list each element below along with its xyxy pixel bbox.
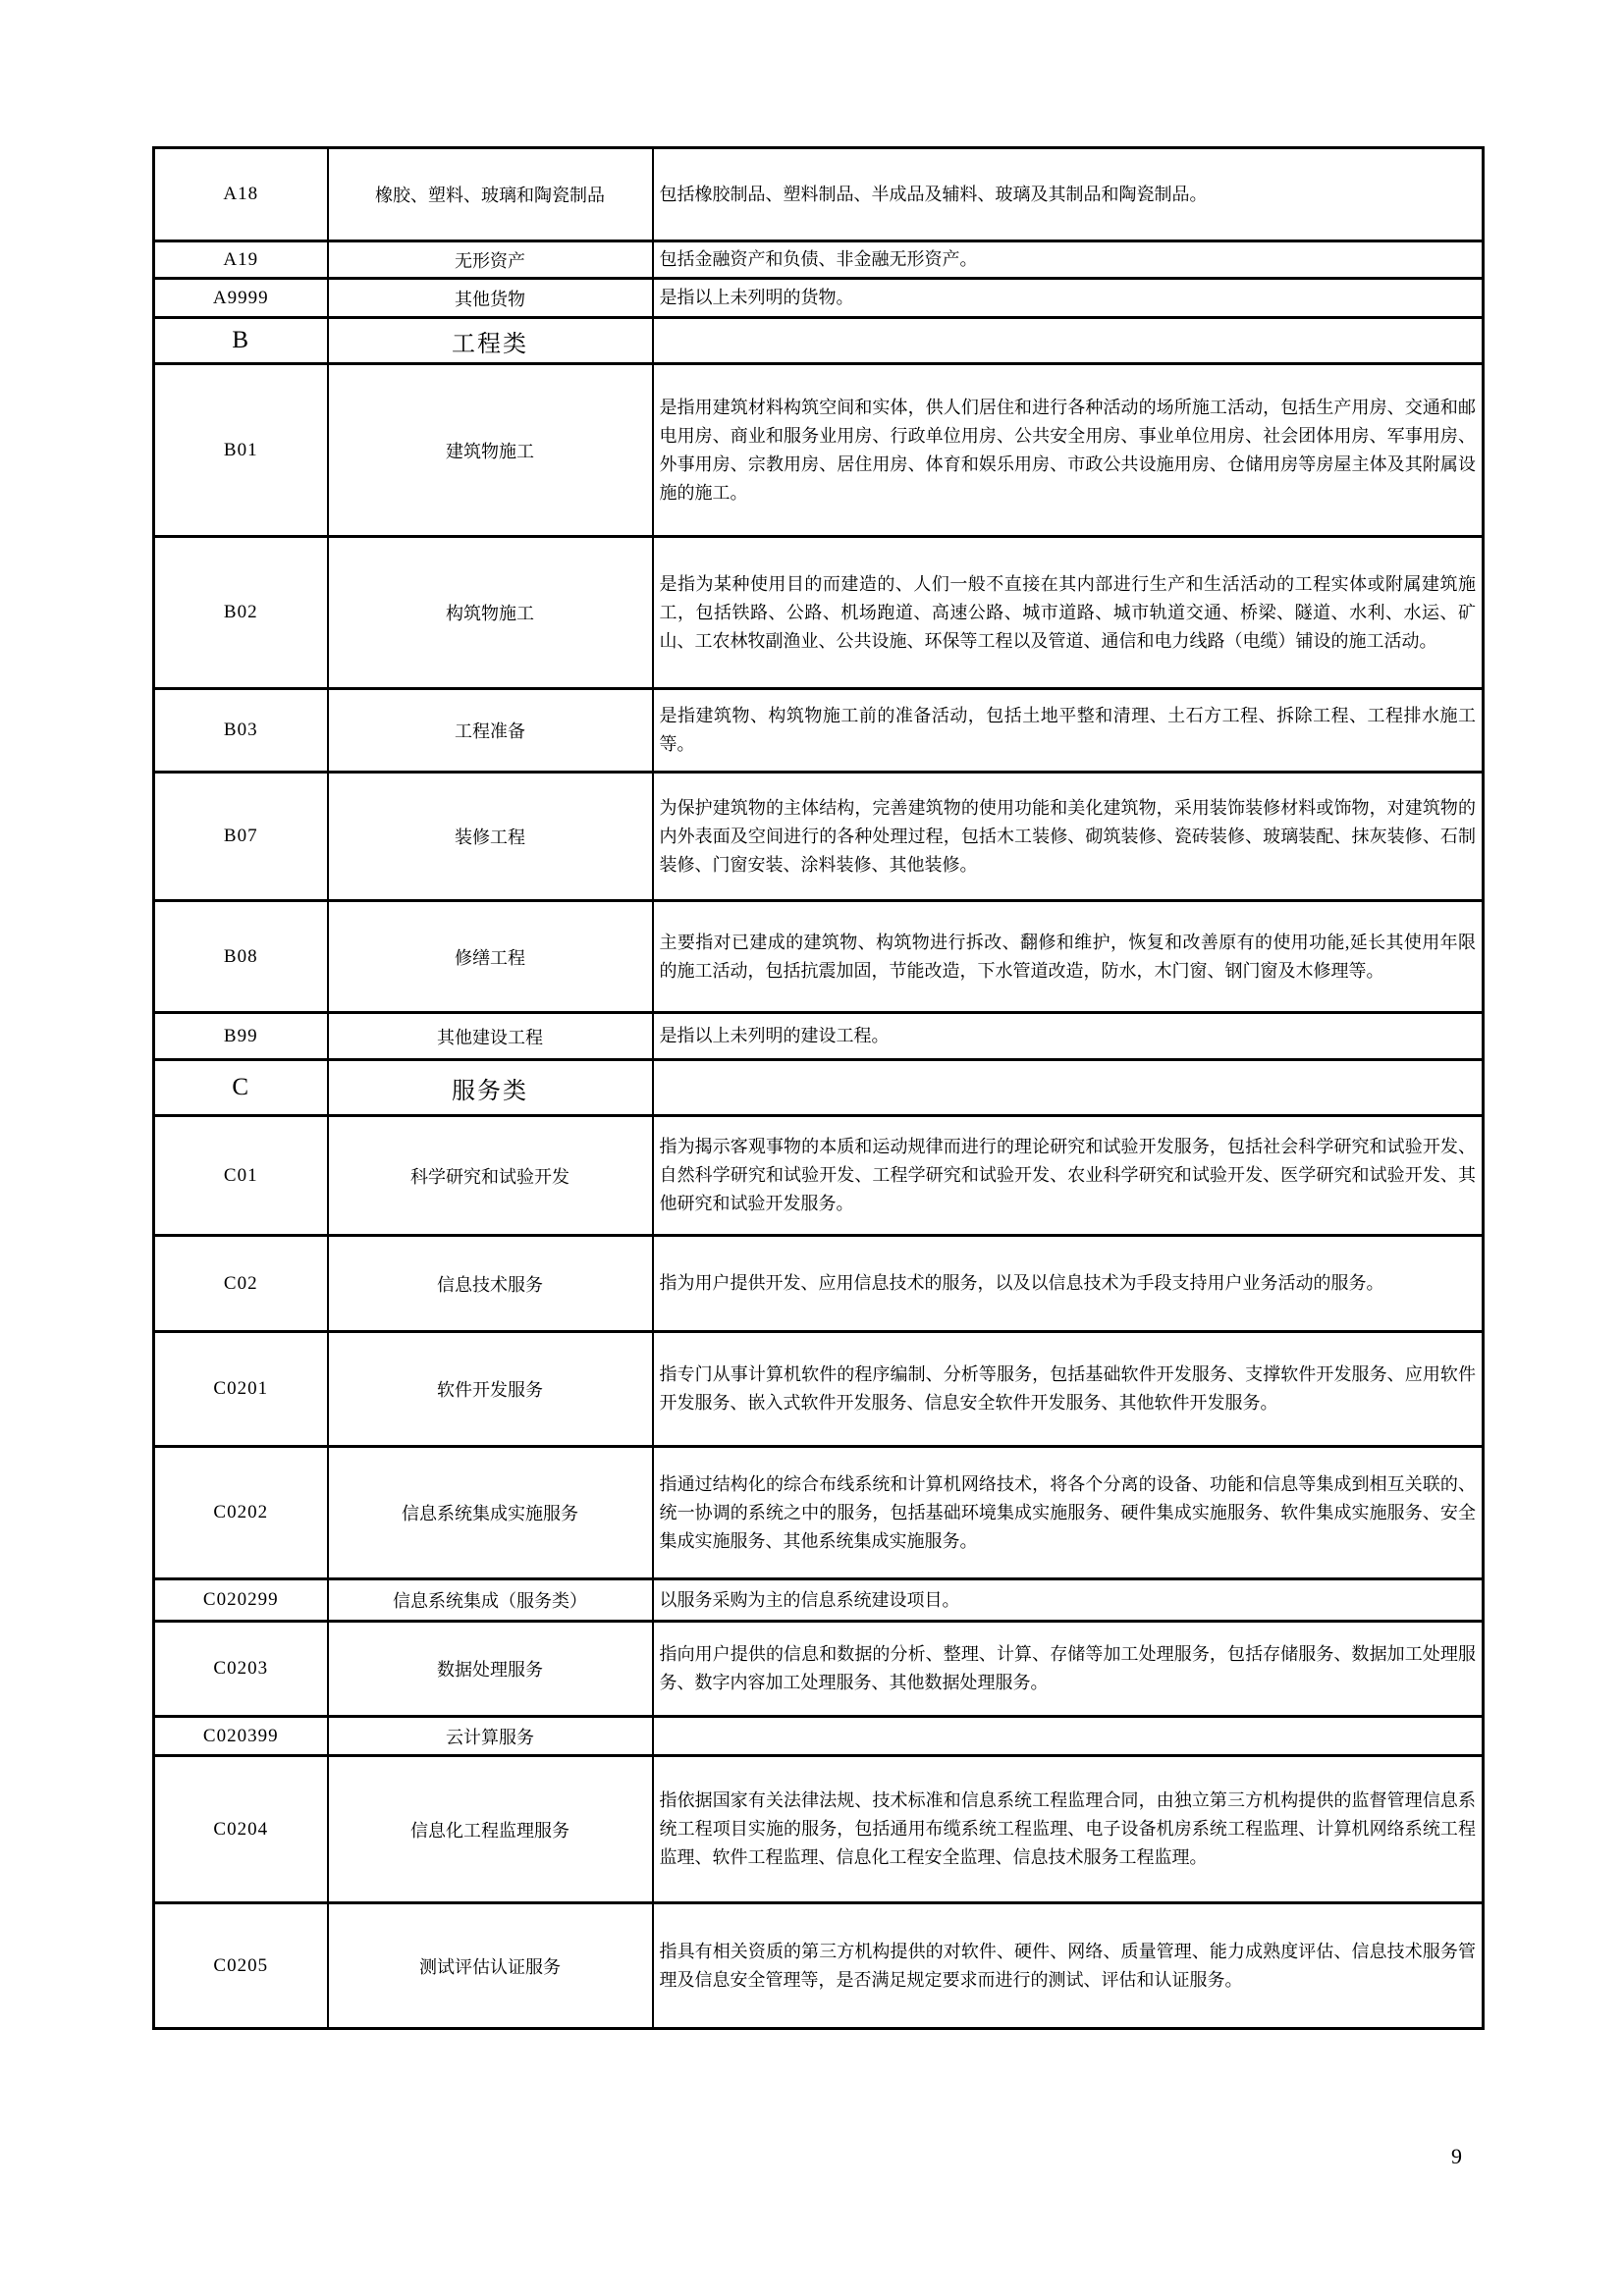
desc-cell: 是指以上未列明的货物。 bbox=[653, 279, 1484, 318]
table-row bbox=[154, 1116, 1484, 1236]
desc-cell: 指向用户提供的信息和数据的分析、整理、计算、存储等加工处理服务，包括存储服务、数据加工处理服务、数字内容加工处理服务、其他数据处理服务。 bbox=[653, 1622, 1484, 1717]
code-cell: C bbox=[154, 1060, 328, 1116]
desc-cell: 指具有相关资质的第三方机构提供的对软件、硬件、网络、质量管理、能力成熟度评估、信息技术服务管理及信息安全管理等，是否满足规定要求而进行的测试、评估和认证服务。 bbox=[653, 1903, 1484, 2029]
code-cell: C0205 bbox=[154, 1903, 328, 2029]
table-row bbox=[154, 1622, 1484, 1717]
code-cell: C020399 bbox=[154, 1717, 328, 1756]
name-cell: 橡胶、塑料、玻璃和陶瓷制品 bbox=[328, 148, 653, 241]
code-cell: C0203 bbox=[154, 1622, 328, 1717]
desc-cell: 指为揭示客观事物的本质和运动规律而进行的理论研究和试验开发服务，包括社会科学研究和试验开发、自然科学研究和试验开发、工程学研究和试验开发、农业科学研究和试验开发、医学研究和试验开发、其他研究和试验开发服务。 bbox=[653, 1116, 1484, 1236]
desc-cell: 是指用建筑材料构筑空间和实体，供人们居住和进行各种活动的场所施工活动，包括生产用房、交通和邮电用房、商业和服务业用房、行政单位用房、公共安全用房、事业单位用房、社会团体用房、军事用房、外事用房、宗教用房、居住用房、体育和娱乐用房、市政公共设施用房、仓储用房等房屋主体及其附属设施的施工。 bbox=[653, 364, 1484, 537]
table-row bbox=[154, 1332, 1484, 1447]
desc-cell: 是指为某种使用目的而建造的、人们一般不直接在其内部进行生产和生活活动的工程实体或附属建筑施工，包括铁路、公路、机场跑道、高速公路、城市道路、城市轨道交通、桥梁、隧道、水利、水运、矿山、工农林牧副渔业、公共设施、环保等工程以及管道、通信和电力线路（电缆）铺设的施工活动。 bbox=[653, 537, 1484, 689]
desc-cell: 指为用户提供开发、应用信息技术的服务，以及以信息技术为手段支持用户业务活动的服务。 bbox=[653, 1236, 1484, 1332]
code-cell: B03 bbox=[154, 689, 328, 773]
classification-table bbox=[152, 146, 1485, 2030]
name-cell: 其他货物 bbox=[328, 279, 653, 318]
table-row bbox=[154, 773, 1484, 901]
desc-cell: 指专门从事计算机软件的程序编制、分析等服务，包括基础软件开发服务、支撑软件开发服务、应用软件开发服务、嵌入式软件开发服务、信息安全软件开发服务、其他软件开发服务。 bbox=[653, 1332, 1484, 1447]
name-cell: 信息系统集成（服务类） bbox=[328, 1579, 653, 1622]
desc-cell: 包括金融资产和负债、非金融无形资产。 bbox=[653, 241, 1484, 279]
table-row bbox=[154, 1756, 1484, 1903]
table-row bbox=[154, 1579, 1484, 1622]
page-number: 9 bbox=[1451, 2144, 1462, 2168]
code-cell: A9999 bbox=[154, 279, 328, 318]
name-cell: 软件开发服务 bbox=[328, 1332, 653, 1447]
table-row bbox=[154, 1447, 1484, 1579]
desc-cell: 以服务采购为主的信息系统建设项目。 bbox=[653, 1579, 1484, 1622]
name-cell: 云计算服务 bbox=[328, 1717, 653, 1756]
table-row bbox=[154, 901, 1484, 1013]
code-cell: B08 bbox=[154, 901, 328, 1013]
table-row bbox=[154, 1717, 1484, 1756]
code-cell: C0201 bbox=[154, 1332, 328, 1447]
table-row bbox=[154, 279, 1484, 318]
table-row bbox=[154, 364, 1484, 537]
table-row bbox=[154, 1013, 1484, 1060]
name-cell: 无形资产 bbox=[328, 241, 653, 279]
desc-cell: 是指建筑物、构筑物施工前的准备活动，包括土地平整和清理、土石方工程、拆除工程、工程排水施工等。 bbox=[653, 689, 1484, 773]
desc-cell: 主要指对已建成的建筑物、构筑物进行拆改、翻修和维护，恢复和改善原有的使用功能,延长其使用年限的施工活动，包括抗震加固，节能改造，下水管道改造，防水，木门窗、钢门窗及木修理等。 bbox=[653, 901, 1484, 1013]
desc-cell bbox=[653, 1717, 1484, 1756]
code-cell: A18 bbox=[154, 148, 328, 241]
name-cell: 装修工程 bbox=[328, 773, 653, 901]
desc-cell bbox=[653, 318, 1484, 364]
desc-cell: 指依据国家有关法律法规、技术标准和信息系统工程监理合同，由独立第三方机构提供的监督管理信息系统工程项目实施的服务，包括通用布缆系统工程监理、电子设备机房系统工程监理、计算机网络系统工程监理、软件工程监理、信息化工程安全监理、信息技术服务工程监理。 bbox=[653, 1756, 1484, 1903]
table-row bbox=[154, 241, 1484, 279]
name-cell: 科学研究和试验开发 bbox=[328, 1116, 653, 1236]
desc-cell: 为保护建筑物的主体结构，完善建筑物的使用功能和美化建筑物，采用装饰装修材料或饰物，对建筑物的内外表面及空间进行的各种处理过程，包括木工装修、砌筑装修、瓷砖装修、玻璃装配、抹灰装修、石制装修、门窗安装、涂料装修、其他装修。 bbox=[653, 773, 1484, 901]
desc-cell: 是指以上未列明的建设工程。 bbox=[653, 1013, 1484, 1060]
code-cell: B99 bbox=[154, 1013, 328, 1060]
desc-cell bbox=[653, 1060, 1484, 1116]
code-cell: C01 bbox=[154, 1116, 328, 1236]
name-cell: 工程类 bbox=[328, 318, 653, 364]
code-cell: B01 bbox=[154, 364, 328, 537]
code-cell: C02 bbox=[154, 1236, 328, 1332]
code-cell: B bbox=[154, 318, 328, 364]
desc-cell: 包括橡胶制品、塑料制品、半成品及辅料、玻璃及其制品和陶瓷制品。 bbox=[653, 148, 1484, 241]
table-row bbox=[154, 689, 1484, 773]
table-row bbox=[154, 537, 1484, 689]
code-cell: A19 bbox=[154, 241, 328, 279]
name-cell: 测试评估认证服务 bbox=[328, 1903, 653, 2029]
name-cell: 信息系统集成实施服务 bbox=[328, 1447, 653, 1579]
desc-cell: 指通过结构化的综合布线系统和计算机网络技术，将各个分离的设备、功能和信息等集成到相互关联的、统一协调的系统之中的服务，包括基础环境集成实施服务、硬件集成实施服务、软件集成实施服务、安全集成实施服务、其他系统集成实施服务。 bbox=[653, 1447, 1484, 1579]
code-cell: B02 bbox=[154, 537, 328, 689]
table-row bbox=[154, 1903, 1484, 2029]
name-cell: 建筑物施工 bbox=[328, 364, 653, 537]
table-row bbox=[154, 1236, 1484, 1332]
code-cell: C020299 bbox=[154, 1579, 328, 1622]
name-cell: 构筑物施工 bbox=[328, 537, 653, 689]
name-cell: 修缮工程 bbox=[328, 901, 653, 1013]
name-cell: 信息化工程监理服务 bbox=[328, 1756, 653, 1903]
name-cell: 信息技术服务 bbox=[328, 1236, 653, 1332]
table-row-section bbox=[154, 1060, 1484, 1116]
table-row-section bbox=[154, 318, 1484, 364]
name-cell: 其他建设工程 bbox=[328, 1013, 653, 1060]
code-cell: C0202 bbox=[154, 1447, 328, 1579]
code-cell: C0204 bbox=[154, 1756, 328, 1903]
table-row bbox=[154, 148, 1484, 241]
code-cell: B07 bbox=[154, 773, 328, 901]
name-cell: 工程准备 bbox=[328, 689, 653, 773]
name-cell: 服务类 bbox=[328, 1060, 653, 1116]
name-cell: 数据处理服务 bbox=[328, 1622, 653, 1717]
